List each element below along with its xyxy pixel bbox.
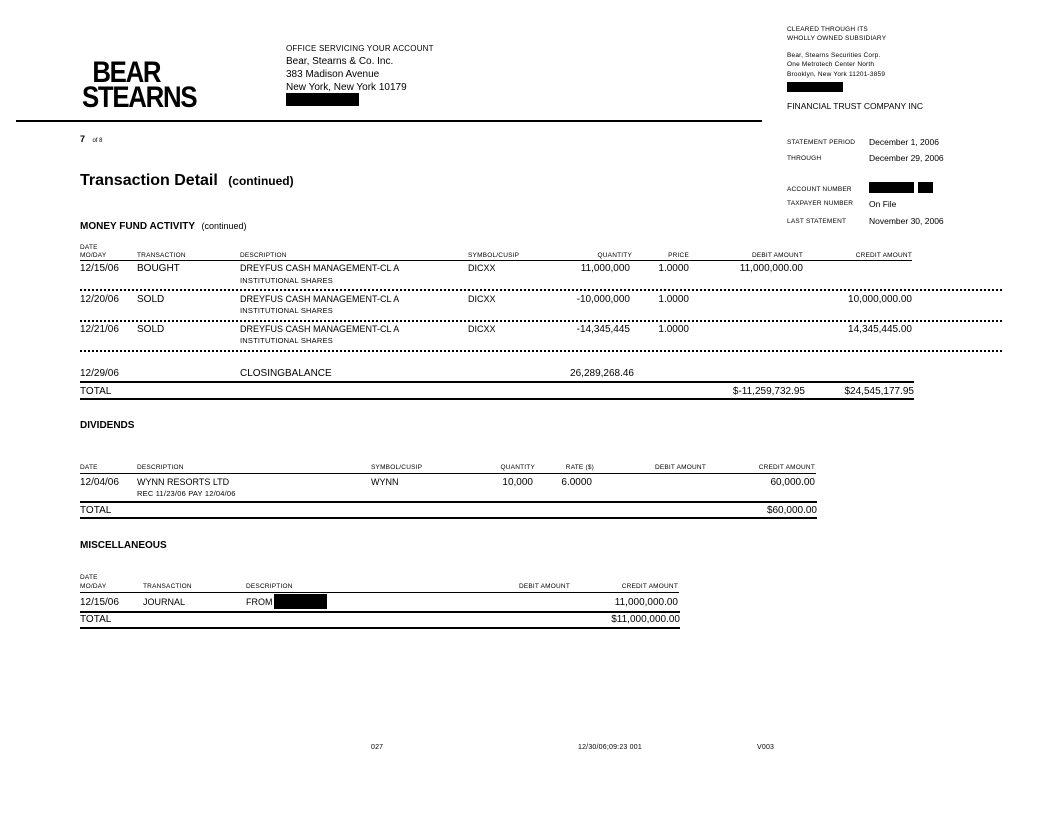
page-indicator (80, 129, 102, 147)
money-fund-heading (80, 216, 247, 234)
office-name: Bear, Stearns & Co. Inc. (286, 56, 394, 67)
row-separator (80, 289, 1002, 291)
row-separator (80, 320, 1002, 322)
misc-row-credit: 11,000,000.00 (614, 597, 678, 608)
div-row-description: WYNN RESORTS LTD (137, 477, 230, 487)
through-label: THROUGH (787, 155, 822, 162)
misc-col-date-top: DATE (80, 574, 98, 581)
last-statement-value: November 30, 2006 (869, 216, 944, 226)
closing-label: CLOSINGBALANCE (240, 368, 332, 379)
table-header-rule (80, 260, 912, 261)
money-fund-title: MONEY FUND ACTIVITY (80, 221, 196, 232)
row-transaction: SOLD (137, 294, 165, 305)
div-row-credit: 60,000.00 (770, 477, 815, 488)
col-price: PRICE (668, 252, 689, 259)
cleared-line-1: CLEARED THROUGH ITS (787, 26, 868, 33)
misc-col-credit: CREDIT AMOUNT (621, 583, 678, 590)
row-description: DREYFUS CASH MANAGEMENT-CL A (240, 263, 400, 273)
col-credit: CREDIT AMOUNT (855, 252, 912, 259)
total-rule-top (80, 381, 914, 383)
logo-line-1: BEAR (92, 56, 161, 89)
redacted-block (869, 182, 914, 193)
redacted-block (286, 93, 359, 106)
total-debit: $-11,259,732.95 (732, 386, 805, 397)
col-date: MO/DAY (80, 252, 107, 259)
page-of: of 8 (92, 138, 103, 144)
office-label: OFFICE SERVICING YOUR ACCOUNT (286, 44, 434, 53)
div-col-debit: DEBIT AMOUNT (654, 464, 706, 471)
total-rule-bottom (80, 398, 914, 400)
div-total-label: TOTAL (80, 505, 112, 516)
cleared-line-2: WHOLLY OWNED SUBSIDIARY (787, 35, 887, 42)
misc-total-rule-top (80, 611, 680, 613)
row-description-2: INSTITUTIONAL SHARES (240, 276, 333, 285)
row-credit: 14,345,445.00 (848, 324, 912, 335)
footer-code-2: V003 (757, 744, 775, 751)
dividends-heading: DIVIDENDS (80, 420, 135, 431)
row-symbol: DICXX (468, 324, 496, 334)
page-number: 7 (80, 134, 86, 144)
div-row-description-2: REC 11/23/06 PAY 12/04/06 (137, 489, 236, 498)
through-value: December 29, 2006 (869, 153, 944, 163)
statement-period-label: STATEMENT PERIOD (787, 139, 856, 146)
footer-timestamp: 12/30/06;09:23 001 (578, 744, 642, 751)
div-col-rate: RATE ($) (565, 464, 594, 471)
div-row-rate: 6.0000 (561, 477, 592, 488)
row-quantity: 11,000,000 (580, 263, 630, 274)
row-description-2: INSTITUTIONAL SHARES (240, 306, 333, 315)
subsidiary-city: Brooklyn, New York 11201-3859 (787, 71, 886, 78)
misc-row-transaction: JOURNAL (143, 597, 186, 607)
div-header-rule (80, 473, 816, 474)
closing-value: 26,289,268.46 (570, 368, 634, 379)
title-main: Transaction Detail (80, 172, 218, 189)
bear-stearns-logo (82, 56, 197, 114)
footer-code-1: 027 (371, 744, 384, 751)
div-total-rule-top (80, 501, 817, 503)
misc-row-description: FROM (246, 597, 273, 607)
row-description: DREYFUS CASH MANAGEMENT-CL A (240, 294, 400, 304)
row-date: 12/21/06 (80, 324, 119, 335)
div-total-credit: $60,000.00 (766, 505, 817, 516)
row-description: DREYFUS CASH MANAGEMENT-CL A (240, 324, 400, 334)
title-sub: (continued) (228, 174, 294, 188)
subsidiary-name: Bear, Stearns Securities Corp. (787, 52, 881, 59)
row-date: 12/20/06 (80, 294, 119, 305)
col-transaction: TRANSACTION (137, 252, 186, 259)
subsidiary-street: One Metrotech Center North (787, 61, 875, 68)
taxpayer-value: On File (869, 199, 897, 209)
misc-col-description: DESCRIPTION (246, 583, 293, 590)
div-row-symbol: WYNN (371, 477, 399, 487)
client-name: FINANCIAL TRUST COMPANY INC (787, 101, 924, 111)
row-quantity: -10,000,000 (576, 294, 630, 305)
row-symbol: DICXX (468, 294, 496, 304)
misc-header-rule (80, 592, 679, 593)
logo-line-2: STEARNS (82, 81, 197, 114)
div-col-date: DATE (80, 464, 98, 471)
div-col-quantity: QUANTITY (500, 464, 535, 471)
col-quantity: QUANTITY (597, 252, 632, 259)
taxpayer-label: TAXPAYER NUMBER (787, 200, 854, 207)
row-transaction: BOUGHT (137, 263, 180, 274)
misc-col-debit: DEBIT AMOUNT (518, 583, 570, 590)
row-date: 12/15/06 (80, 263, 119, 274)
row-price: 1.0000 (658, 294, 689, 305)
misc-row-date: 12/15/06 (80, 597, 119, 608)
row-debit: 11,000,000.00 (739, 263, 803, 274)
total-label: TOTAL (80, 386, 112, 397)
div-col-symbol: SYMBOL/CUSIP (371, 464, 423, 471)
row-separator (80, 350, 1002, 352)
misc-heading: MISCELLANEOUS (80, 540, 167, 551)
office-city: New York, New York 10179 (286, 82, 407, 93)
row-quantity: -14,345,445 (576, 324, 630, 335)
redacted-block (918, 182, 933, 193)
row-credit: 10,000,000.00 (848, 294, 912, 305)
div-row-date: 12/04/06 (80, 477, 119, 488)
div-total-rule-bottom (80, 517, 817, 519)
col-debit: DEBIT AMOUNT (751, 252, 803, 259)
col-date-top: DATE (80, 244, 98, 251)
row-symbol: DICXX (468, 263, 496, 273)
row-transaction: SOLD (137, 324, 165, 335)
redacted-block (274, 594, 327, 609)
money-fund-title-sub: (continued) (201, 221, 247, 231)
page-title (80, 172, 294, 190)
last-statement-label: LAST STATEMENT (787, 218, 847, 225)
closing-date: 12/29/06 (80, 368, 119, 379)
total-credit: $24,545,177.95 (844, 386, 914, 397)
row-price: 1.0000 (658, 263, 689, 274)
misc-total-label: TOTAL (80, 614, 112, 625)
row-description-2: INSTITUTIONAL SHARES (240, 336, 333, 345)
div-row-quantity: 10,000 (502, 477, 533, 488)
header-rule (16, 120, 762, 122)
col-description: DESCRIPTION (240, 252, 287, 259)
div-col-credit: CREDIT AMOUNT (758, 464, 815, 471)
statement-period-value: December 1, 2006 (869, 137, 939, 147)
misc-col-transaction: TRANSACTION (143, 583, 192, 590)
account-number-label: ACCOUNT NUMBER (787, 186, 852, 193)
col-symbol: SYMBOL/CUSIP (468, 252, 520, 259)
redacted-block (787, 82, 843, 92)
div-col-description: DESCRIPTION (137, 464, 184, 471)
misc-col-date: MO/DAY (80, 583, 107, 590)
misc-total-rule-bottom (80, 627, 680, 629)
office-street: 383 Madison Avenue (286, 69, 380, 80)
misc-total-credit: $11,000,000.00 (611, 614, 680, 625)
row-price: 1.0000 (658, 324, 689, 335)
